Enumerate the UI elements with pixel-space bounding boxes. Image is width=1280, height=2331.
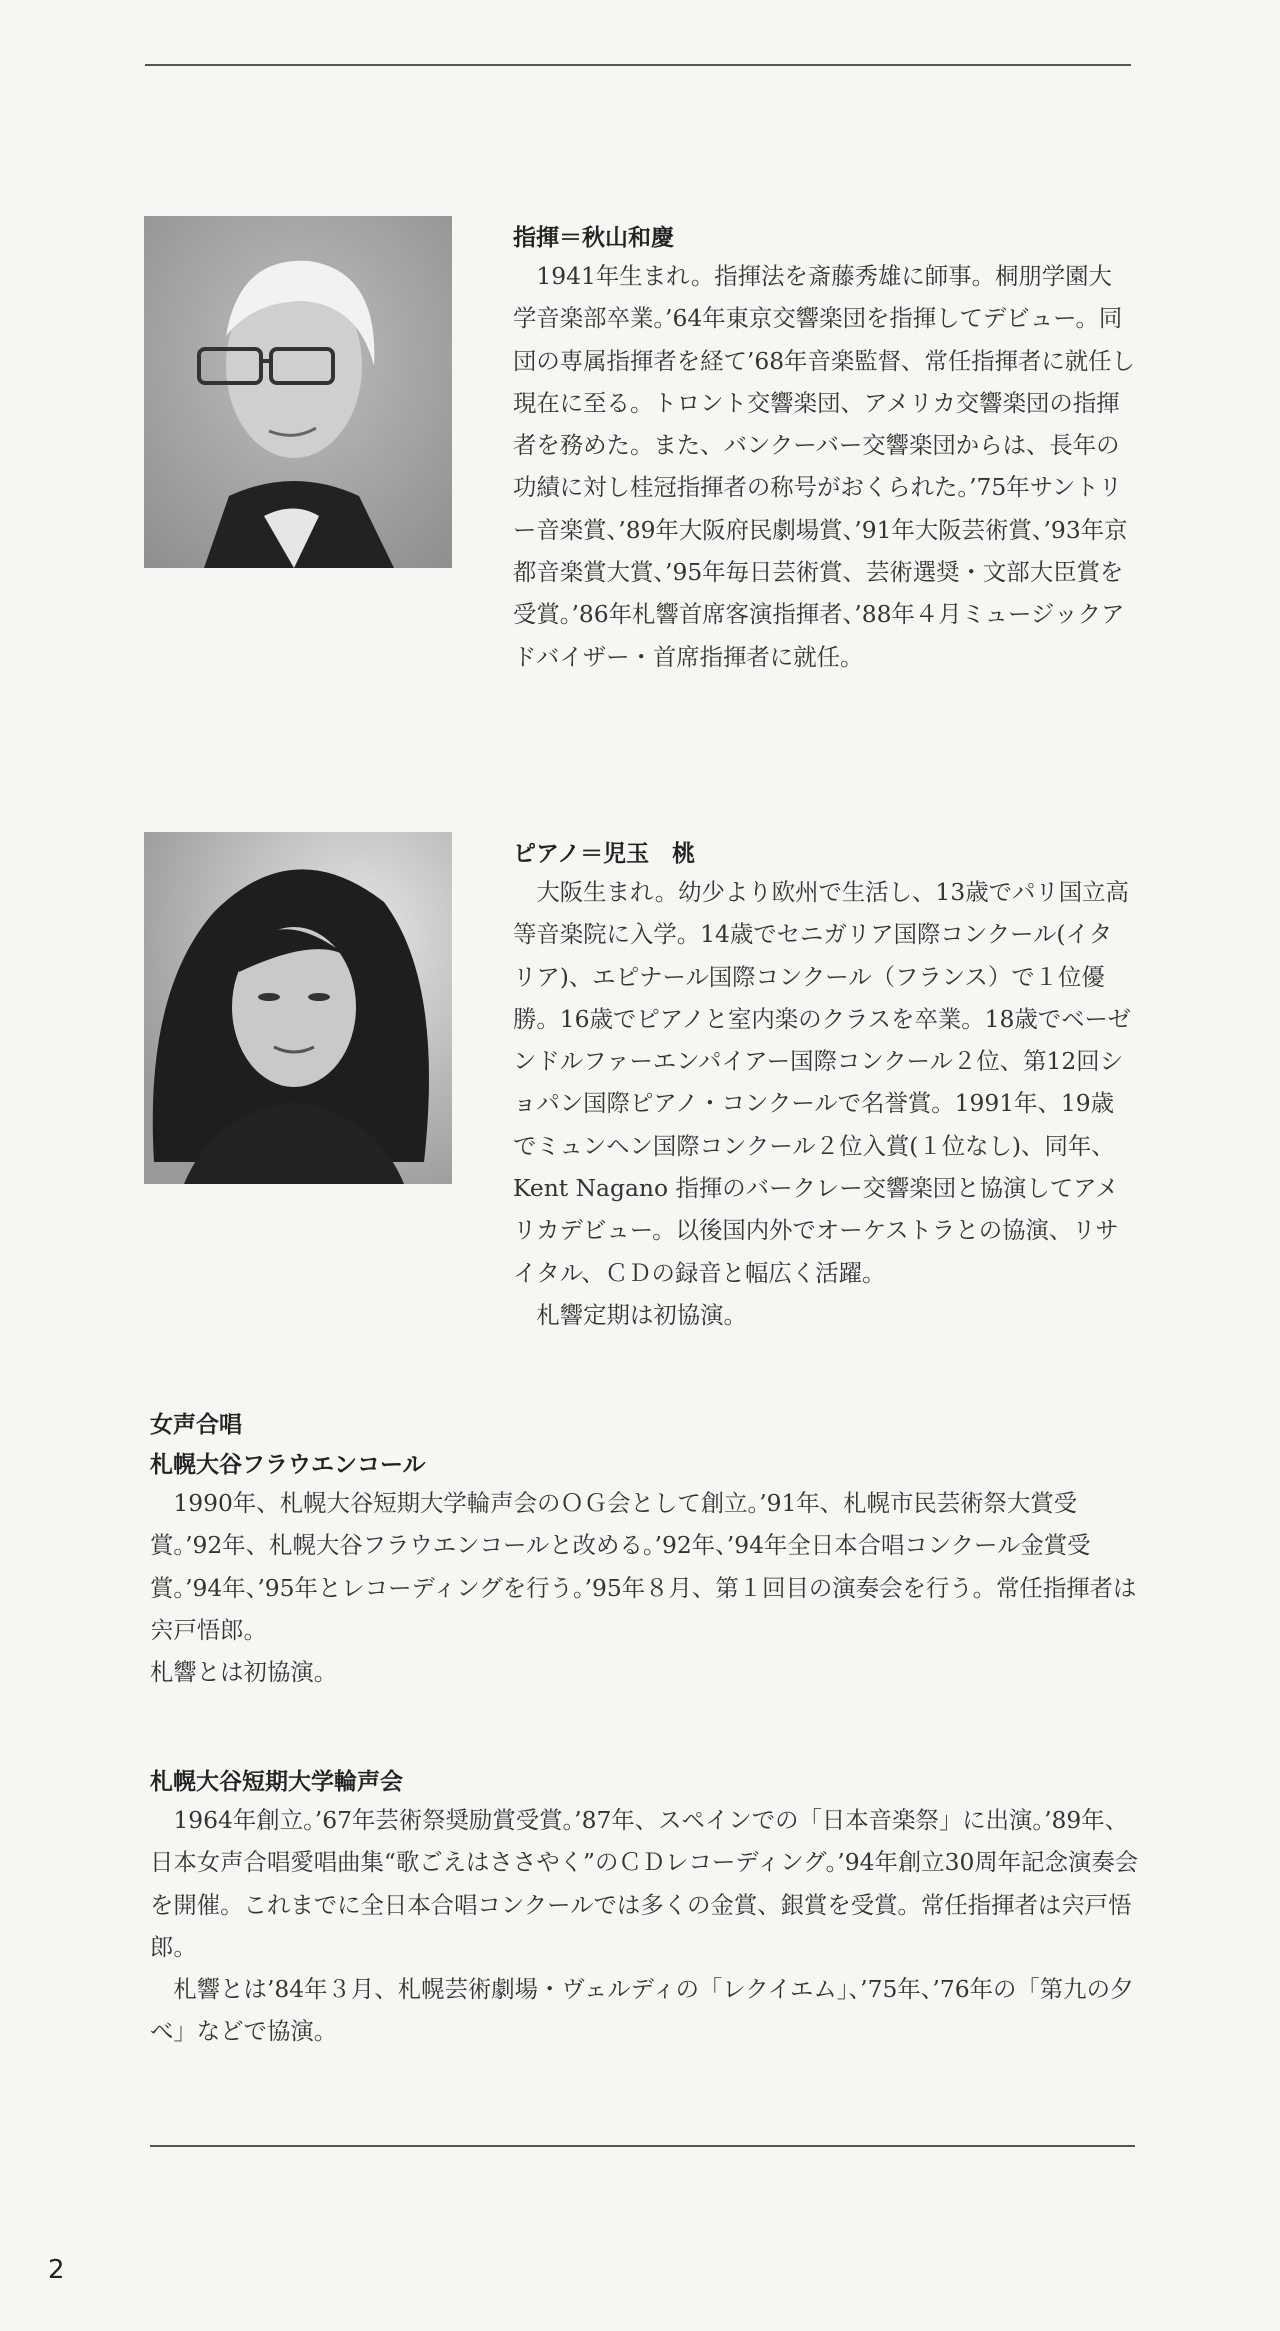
page-number: 2 [48, 2255, 65, 2285]
college-heading: 札幌大谷短期大学輪声会 [150, 1769, 403, 1795]
top-rule [145, 64, 1131, 66]
conductor-heading: 指揮＝秋山和慶 [513, 225, 674, 251]
pianist-heading: ピアノ＝児玉 桃 [513, 841, 696, 867]
pianist-bio-paragraph: 大阪生まれ。幼少より欧州で生活し、13歳でパリ国立高等音楽院に入学。14歳でセニガリア国際コンクール(イタリア)、エピナール国際コンクール（フランス）で１位優勝。16歳でピアノと室内楽のクラスを卒業。18歳でベーゼンドルファーエンパイアー国際コンクール２位、第12回ショパン国際ピアノ・コンクールで名誉賞。1991年、19歳でミュンヘン国際コンクール２位入賞(１位なし)、同年、Kent Nagano 指揮のバークレー交響楽団と協演してアメリカデビュー。以後国内外でオーケストラとの協演、リサイタル、ＣＤの録音と幅広く活躍。 [513, 878, 1131, 1287]
chorus-bio-paragraph: 1990年、札幌大谷短期大学輪声会のＯＧ会として創立。’91年、札幌市民芸術祭大賞受賞。’92年、札幌大谷フラウエンコールと改める。’92年、’94年全日本合唱コンクール金賞受賞。’94年、’95年とレコーディングを行う。’95年８月、第１回目の演奏会を行う。常任指揮者は宍戸悟郎。 [150, 1489, 1137, 1644]
pianist-bio-note: 札響定期は初協演。 [536, 1300, 747, 1329]
college-bio [150, 1799, 1140, 2053]
chorus-heading: 女声合唱 [150, 1412, 242, 1438]
pianist-photo [144, 832, 452, 1184]
college-bio-note: 札響とは’84年３月、札幌芸術劇場・ヴェルディの「レクイエム」、’75年、’76年の「第九の夕べ」などで協演。 [150, 1975, 1134, 2046]
college-bio-paragraph: 1964年創立。’67年芸術祭奨励賞受賞。’87年、スペインでの「日本音楽祭」に出演。’89年、日本女声合唱愛唱曲集“歌ごえはささやく”のＣＤレコーディング。’94年創立30周年記念演奏会を開催。これまでに全日本合唱コンクールでは多くの金賞、銀賞を受賞。常任指揮者は宍戸悟郎。 [150, 1806, 1139, 1961]
chorus-bio-note: 札響とは初協演。 [150, 1658, 338, 1687]
chorus-name-heading: 札幌大谷フラウエンコール [150, 1452, 426, 1478]
conductor-bio-paragraph: 1941年生まれ。指揮法を斎藤秀雄に師事。桐朋学園大学音楽部卒業。’64年東京交響楽団を指揮してデビュー。同団の専属指揮者を経て’68年音楽監督、常任指揮者に就任し現在に至る。トロント交響楽団、アメリカ交響楽団の指揮者を務めた。また、バンクーバー交響楽団からは、長年の功績に対し桂冠指揮者の称号がおくられた。’75年サントリー音楽賞、’89年大阪府民劇場賞、’91年大阪芸術賞、’93年京都音楽賞大賞、’95年毎日芸術賞、芸術選奨・文部大臣賞を受賞。’86年札響首席客演指揮者、’88年４月ミュージックアドバイザー・首席指揮者に就任。 [513, 262, 1135, 671]
pianist-bio [513, 871, 1135, 1336]
chorus-bio [150, 1482, 1140, 1693]
conductor-photo [144, 216, 452, 568]
bottom-rule [150, 2145, 1135, 2147]
conductor-bio [513, 255, 1135, 678]
